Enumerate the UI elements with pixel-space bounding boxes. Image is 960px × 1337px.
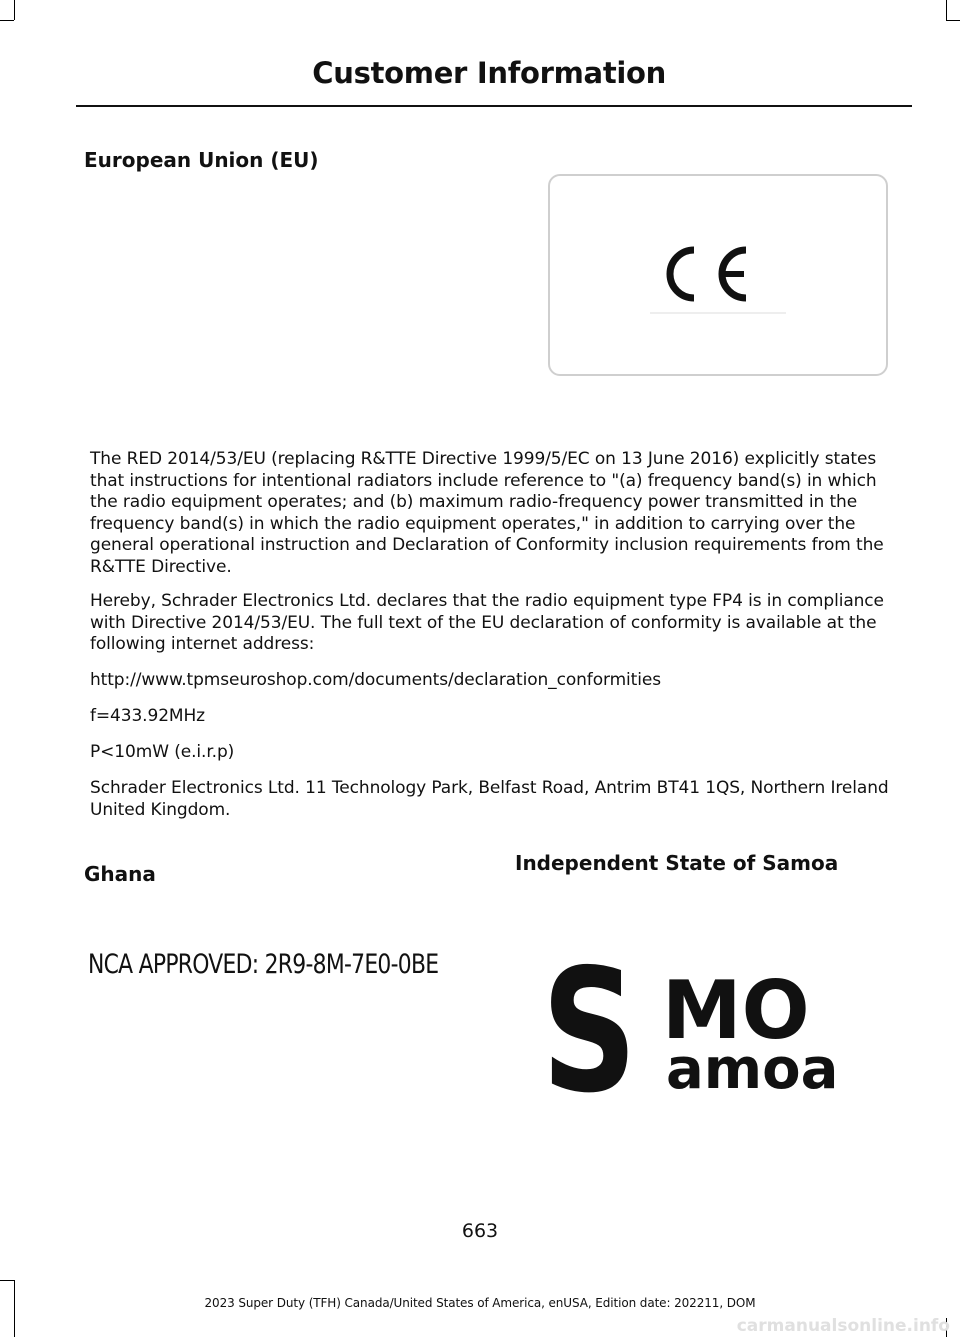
watermark: carmanualsonline.info xyxy=(736,1316,950,1336)
svg-text:amoa: amoa xyxy=(666,1037,839,1100)
crop-mark-top-left xyxy=(14,0,15,20)
page-title: Customer Information xyxy=(312,56,666,90)
svg-text:S: S xyxy=(541,960,638,1100)
samoa-approval-logo xyxy=(540,960,870,1100)
page-number: 663 xyxy=(461,1220,499,1242)
crop-mark-bottom-left-h xyxy=(0,1280,14,1281)
section-heading-ghana: Ghana xyxy=(84,862,156,886)
eu-frequency: f=433.92MHz xyxy=(90,706,205,726)
ce-mark-icon xyxy=(650,234,786,314)
edition-footer: 2023 Super Duty (TFH) Canada/United States of America, enUSA, Edition date: 202211, DOM xyxy=(204,1296,756,1310)
eu-address: Schrader Electronics Ltd. 11 Technology Park, Belfast Road, Antrim BT41 1QS, Northern Ireland United Kingdom. xyxy=(90,778,889,820)
crop-mark-top-right-h xyxy=(946,20,960,21)
ghana-nca-approval: NCA APPROVED: 2R9-8M-7E0-0BE xyxy=(88,949,439,980)
eu-power: P<10mW (e.i.r.p) xyxy=(90,742,235,762)
header-divider xyxy=(76,105,912,107)
crop-mark-top-left-h xyxy=(0,20,14,21)
eu-paragraph-red: The RED 2014/53/EU (replacing R&TTE Directive 1999/5/EC on 13 June 2016) explicitly states that instructions for intentional radiators include reference to "(a) frequency band(s) in which the radio equipment operates; and (b) maximum radio-frequency power transmitted in the frequency band(s) in which the radio equipment operates," in addition to carrying over the general operational instruction and Declaration of Conformity inclusion requirements from the R&TTE Directive. xyxy=(90,449,884,577)
crop-mark-top-right xyxy=(946,0,947,20)
eu-declaration-url[interactable]: http://www.tpmseuroshop.com/documents/declaration_conformities xyxy=(90,670,661,690)
eu-paragraph-declaration: Hereby, Schrader Electronics Ltd. declares that the radio equipment type FP4 is in compliance with Directive 2014/53/EU. The full text of the EU declaration of conformity is available at the following internet address: xyxy=(90,591,884,654)
section-heading-samoa: Independent State of Samoa xyxy=(515,851,839,875)
section-heading-eu: European Union (EU) xyxy=(84,148,319,172)
svg-text:MO: MO xyxy=(662,964,810,1057)
ce-mark-figure xyxy=(548,174,888,376)
